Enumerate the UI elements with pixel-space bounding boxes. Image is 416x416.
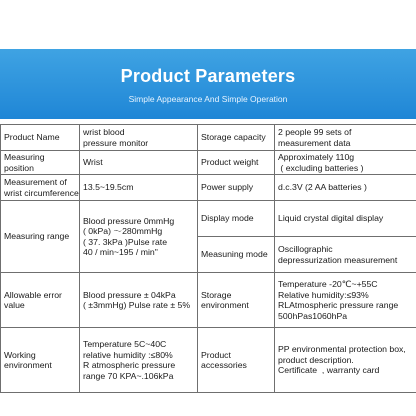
param-label	[1, 328, 80, 393]
param-value	[275, 237, 416, 273]
param-label	[198, 237, 275, 273]
cell-line: 13.5~19.5cm	[83, 182, 134, 193]
cell-line: ( 0kPa) ～280mmHg	[83, 226, 163, 236]
cell-line: measurement data	[278, 137, 351, 148]
cell-line: accessories	[201, 360, 247, 370]
cell-line: RLAtmospheric pressure range	[278, 300, 399, 310]
cell-line: depressurization measurement	[278, 254, 398, 265]
cell-line: product description.	[278, 354, 354, 365]
param-label	[1, 151, 80, 175]
table-row	[1, 151, 416, 175]
param-value	[275, 175, 416, 201]
cell-line: Liquid crystal digital display	[278, 213, 384, 224]
table-row	[1, 125, 416, 151]
param-value	[80, 151, 198, 175]
cell-line: Measurement of	[4, 177, 67, 187]
table-row	[1, 328, 416, 393]
cell-line: R atmospheric pressure	[83, 360, 176, 370]
cell-line: Allowable error	[4, 289, 62, 300]
cell-line: Storage capacity	[201, 132, 266, 143]
param-label	[198, 328, 275, 393]
table-row	[1, 201, 416, 237]
cell-line: position	[4, 162, 34, 173]
param-value	[275, 328, 416, 393]
param-label	[1, 273, 80, 328]
table-row	[1, 175, 416, 201]
cell-line: Measuring range	[4, 231, 70, 242]
cell-line: ( 37. 3kPa )Pulse rate	[83, 236, 168, 247]
cell-line: Wrist	[83, 157, 103, 168]
page-title: Product Parameters	[120, 66, 296, 86]
param-label	[1, 125, 80, 151]
header-banner	[0, 49, 416, 119]
cell-line: 40 / min~195 / min"	[83, 247, 158, 257]
cell-line: Blood pressure ± 04kPa	[83, 289, 176, 300]
cell-line: Certificate , warranty card	[278, 365, 380, 376]
cell-line: Blood pressure 0mmHg	[83, 215, 175, 226]
table-row	[1, 273, 416, 328]
cell-line: wrist circumference	[4, 187, 79, 198]
cell-line: d.c.3V (2 AA batteries )	[278, 182, 367, 193]
cell-line: Storage	[201, 289, 232, 300]
param-label	[198, 125, 275, 151]
param-label	[1, 175, 80, 201]
param-label	[198, 175, 275, 201]
cell-line: Product weight	[201, 157, 259, 168]
parameters-table	[0, 124, 416, 393]
cell-line: environment	[4, 360, 52, 370]
cell-line: PP environmental protection box,	[278, 344, 406, 355]
param-value	[275, 201, 416, 237]
cell-line: Oscillographic	[278, 244, 333, 254]
cell-line: environment	[201, 300, 249, 310]
param-value	[80, 201, 198, 273]
cell-line: Approximately 110g	[278, 152, 355, 162]
param-value	[275, 125, 416, 151]
param-value	[275, 273, 416, 328]
param-value	[80, 273, 198, 328]
cell-line: Temperature -20℃~+55C	[278, 279, 378, 289]
cell-line: Product Name	[4, 132, 60, 143]
param-label	[198, 273, 275, 328]
cell-line: 2 people 99 sets of	[278, 127, 352, 137]
cell-line: Display mode	[201, 213, 254, 224]
cell-line: Temperature 5C~40C	[83, 339, 167, 349]
param-value	[80, 125, 198, 151]
cell-line: Relative humidity:≤93%	[278, 289, 369, 300]
cell-line: range 70 KPA~.106kPa	[83, 370, 174, 381]
param-value	[80, 175, 198, 201]
cell-line: 500hPas1060hPa	[278, 310, 348, 321]
cell-line: pressure monitor	[83, 137, 149, 148]
cell-line: Working	[4, 349, 36, 360]
param-label	[1, 201, 80, 273]
cell-line: relative humidity :≤80%	[83, 349, 173, 360]
cell-line: value	[4, 300, 25, 310]
cell-line: Measuring	[4, 152, 45, 162]
cell-line: wrist blood	[83, 127, 125, 137]
cell-line: ( excluding batteries )	[278, 162, 364, 173]
cell-line: ( ±3mmHg) Pulse rate ± 5%	[83, 300, 191, 310]
param-label	[198, 151, 275, 175]
param-value	[80, 328, 198, 393]
cell-line: Product	[201, 349, 231, 360]
cell-line: Power supply	[201, 182, 254, 193]
cell-line: Measuning mode	[201, 249, 268, 260]
param-value	[275, 151, 416, 175]
page-subtitle: Simple Appearance And Simple Operation	[128, 94, 288, 104]
param-label	[198, 201, 275, 237]
